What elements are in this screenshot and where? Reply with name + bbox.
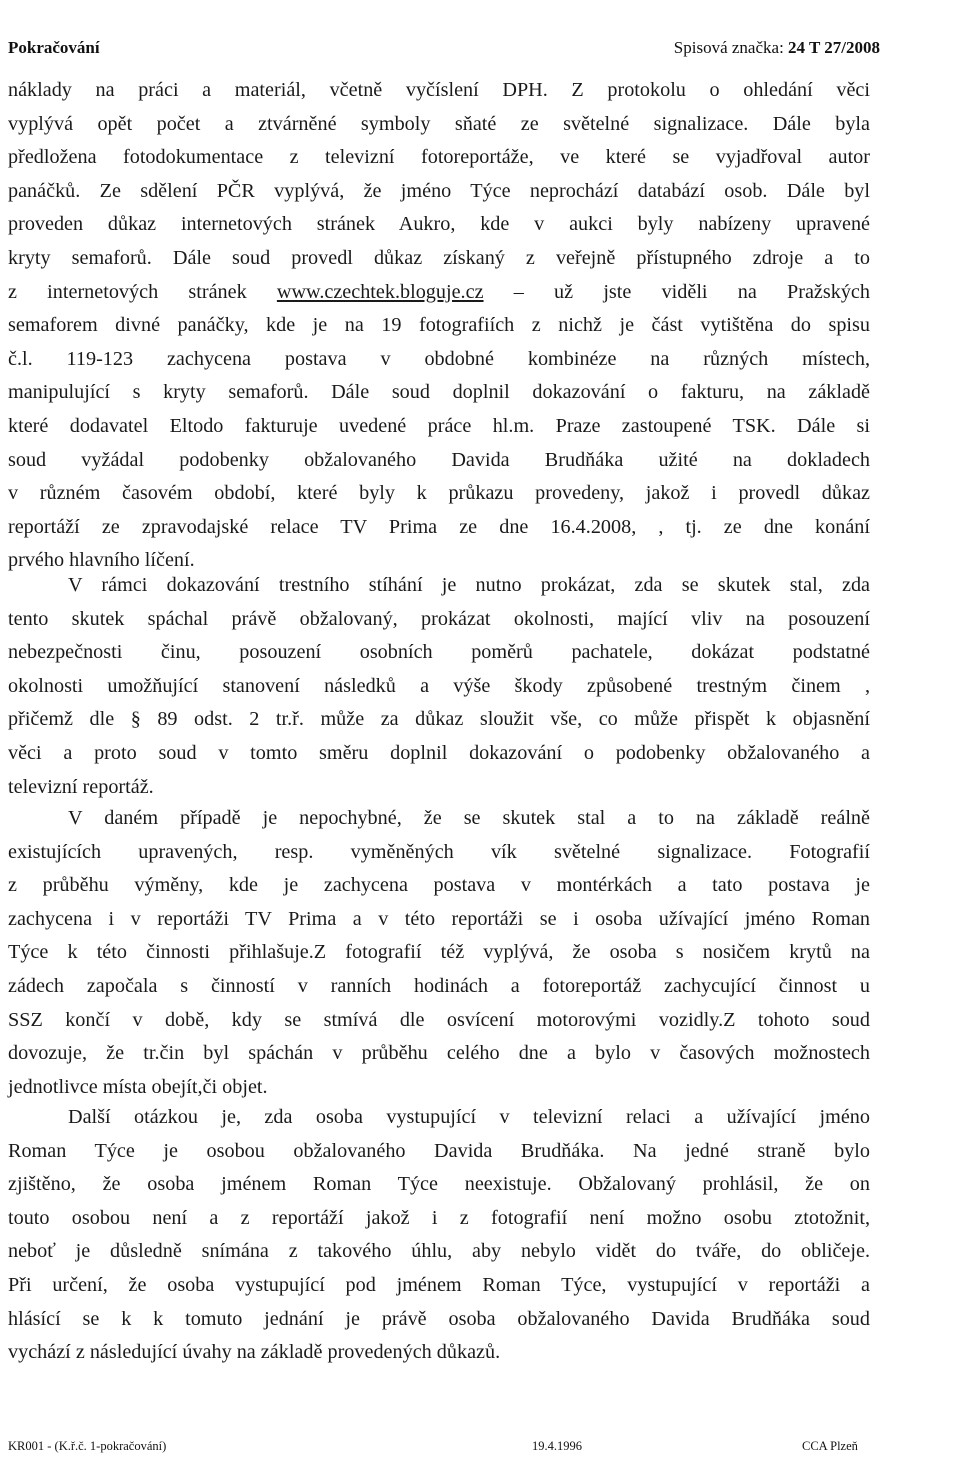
text-line: zachycena i v reportáži TV Prima a v této reportáži se i osoba užívající jméno Roman bbox=[8, 907, 870, 930]
text-line: zádech započala s činností v ranních hodinách a fotoreportáž zachycující činnost u bbox=[8, 974, 870, 997]
text-line: které dodavatel Eltodo fakturuje uvedené práce hl.m. Praze zastoupené TSK. Dále si bbox=[8, 414, 870, 437]
text-line: existujících upravených, resp. vyměněných vík světelné signalizace. Fotografií bbox=[8, 840, 870, 863]
text-line: proveden důkaz internetových stránek Aukro, kde v aukci byly nabízeny upravené bbox=[8, 213, 870, 236]
paragraph-1 bbox=[8, 74, 870, 578]
footer-form-code: KR001 - (K.ř.č. 1-pokračování) bbox=[8, 1439, 167, 1453]
text-line: jednotlivce místa obejít,či objet. bbox=[8, 1075, 268, 1098]
text-line: vyplývá opět počet a ztvárněné symboly sňaté ze světelné signalizace. Dále byla bbox=[8, 112, 870, 135]
text-line: prvého hlavního líčení. bbox=[8, 549, 195, 572]
text-line: semaforem divné panáčky, kde je na 19 fotografiích z nichž je část vytištěna do spisu bbox=[8, 314, 870, 337]
text-line: předložena fotodokumentace z televizní fotoreportáže, ve které se vyjadřoval autor bbox=[8, 146, 870, 169]
text-line: okolnosti umožňující stanovení následků a výše škody způsobené trestným činem , bbox=[8, 674, 870, 697]
footer-date: 19.4.1996 bbox=[532, 1439, 582, 1453]
paragraph-2 bbox=[8, 569, 870, 804]
text-line: vychází z následující úvahy na základě provedených důkazů. bbox=[8, 1341, 501, 1364]
text-line: dovozuje, že tr.čin byl spáchán v průběhu celého dne a bylo v časových možnostech bbox=[8, 1042, 870, 1065]
text-line: V rámci dokazování trestního stíhání je nutno prokázat, zda se skutek stal, zda bbox=[68, 574, 870, 596]
text-line: Další otázkou je, zda osoba vystupující v televizní relaci a užívající jméno bbox=[68, 1106, 870, 1128]
text-line: č.l. 119-123 zachycena postava v obdobné kombinéze na různých místech, bbox=[8, 347, 870, 370]
text-line: Při určení, že osoba vystupující pod jménem Roman Týce, vystupující v reportáži a bbox=[8, 1273, 870, 1296]
text-line: V daném případě je nepochybné, že se skutek stal a to na základě reálně bbox=[68, 807, 870, 829]
text-line: kryty semaforů. Dále soud provedl důkaz získaný z veřejně přístupného zdroje a to bbox=[8, 246, 870, 269]
text-line: náklady na práci a materiál, včetně vyčíslení DPH. Z protokolu o ohledání věci bbox=[8, 79, 870, 101]
header-case-number bbox=[674, 38, 880, 58]
text-line: panáčků. Ze sdělení PČR vyplývá, že jméno Týce neprochází databází osob. Dále byl bbox=[8, 179, 870, 202]
paragraph-3 bbox=[8, 802, 870, 1104]
text-line: přičemž dle § 89 odst. 2 tr.ř. může za důkaz sloužit vše, co může přispět k objasnění bbox=[8, 708, 870, 731]
text-line: nebezpečnosti činu, posouzení osobních poměrů pachatele, dokázat podstatné bbox=[8, 641, 870, 664]
header-continuation-label: Pokračování bbox=[8, 38, 100, 57]
text-line: z průběhu výměny, kde je zachycena postava v montérkách a tato postava je bbox=[8, 874, 870, 897]
text-line: v různém časovém období, které byly k průkazu provedeny, jakož i provedl důkaz bbox=[8, 482, 870, 505]
case-number-value: 24 T 27/2008 bbox=[788, 38, 880, 57]
footer-org: CCA Plzeň bbox=[802, 1439, 858, 1453]
case-number-label: Spisová značka: bbox=[673, 38, 789, 57]
text-line: manipulující s kryty semaforů. Dále soud doplnil dokazování o fakturu, na základě bbox=[8, 381, 870, 404]
text-line: neboť je důsledně snímána z takového úhlu, aby nebylo vidět do tváře, do obličeje. bbox=[8, 1240, 870, 1263]
text-line: hlásící se k k tomuto jednání je právě osoba obžalovaného Davida Brudňáka soud bbox=[8, 1307, 870, 1330]
text-line: z internetových stránek www.czechtek.bloguje.cz – už jste viděli na Pražských bbox=[8, 280, 870, 303]
text-line: televizní reportáž. bbox=[8, 775, 154, 798]
text-line: reportáží ze zpravodajské relace TV Prima ze dne 16.4.2008, , tj. ze dne konání bbox=[8, 515, 870, 538]
text-line: Týce k této činnosti přihlašuje.Z fotografií též vyplývá, že osoba s nosičem krytů na bbox=[8, 941, 870, 964]
blog-link[interactable]: www.czechtek.bloguje.cz bbox=[276, 280, 484, 303]
paragraph-4 bbox=[8, 1101, 870, 1370]
text-line: soud vyžádal podobenky obžalovaného Davida Brudňáka užité na dokladech bbox=[8, 448, 870, 471]
text-line: zjištěno, že osoba jménem Roman Týce neexistuje. Obžalovaný prohlásil, že on bbox=[8, 1173, 870, 1196]
text-line: věci a proto soud v tomto směru doplnil dokazování o podobenky obžalovaného a bbox=[8, 741, 870, 764]
text-line: Roman Týce je osobou obžalovaného Davida Brudňáka. Na jedné straně bylo bbox=[8, 1139, 870, 1162]
text-line: tento skutek spáchal právě obžalovaný, prokázat okolnosti, mající vliv na posouzení bbox=[8, 607, 870, 630]
text-line: SSZ končí v době, kdy se stmívá dle osvícení motorovými vozidly.Z tohoto soud bbox=[8, 1008, 870, 1031]
text-line: touto osobou není a z reportáží jakož i z fotografií není možno osobu ztotožnit, bbox=[8, 1206, 870, 1229]
